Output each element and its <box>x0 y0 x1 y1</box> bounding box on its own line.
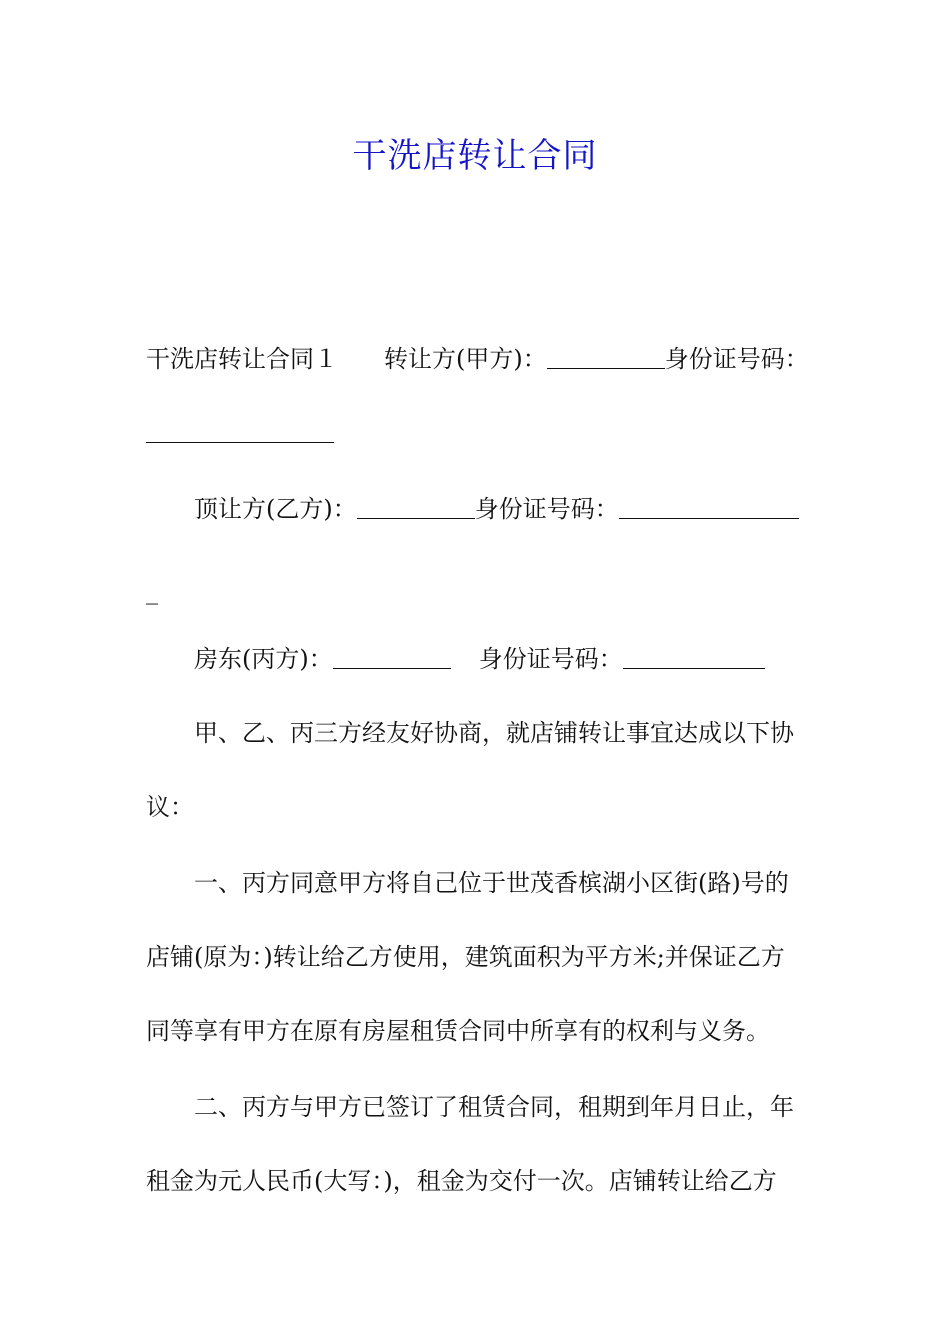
paragraph-line: 二、丙方与甲方已签订了租赁合同，租期到年月日止，年 <box>194 1093 794 1121</box>
party-b-name-blank <box>357 496 475 519</box>
party-c-id-label: 身份证号码： <box>478 645 623 673</box>
paragraph-line: 议： <box>146 793 194 821</box>
party-c-line <box>194 644 765 674</box>
document-title: 干洗店转让合同 <box>352 136 598 176</box>
contract-number: 干洗店转让合同１ <box>146 345 338 373</box>
party-b-line <box>194 494 799 524</box>
party-a-id-label: 身份证号码： <box>664 345 809 373</box>
paragraph-line: 同等享有甲方在原有房屋租赁合同中所享有的权利与义务。 <box>146 1017 770 1045</box>
party-a-id-blank <box>146 420 334 443</box>
trailing-mark: _ <box>146 577 158 605</box>
paragraph-line: 租金为元人民币(大写：)，租金为交付一次。店铺转让给乙方 <box>146 1167 777 1195</box>
party-b-label: 顶让方(乙方)： <box>194 495 357 523</box>
paragraph-line: 一、丙方同意甲方将自己位于世茂香槟湖小区街(路)号的 <box>194 869 789 897</box>
party-b-id-blank <box>619 496 799 519</box>
party-a-name-blank <box>547 346 665 369</box>
paragraph-line: 店铺(原为：)转让给乙方使用，建筑面积为平方米;并保证乙方 <box>146 943 785 971</box>
party-c-name-blank <box>333 646 451 669</box>
party-c-id-blank <box>623 646 765 669</box>
party-a-id-line <box>146 418 334 448</box>
party-a-line <box>146 344 809 374</box>
paragraph-line: 甲、乙、丙三方经友好协商，就店铺转让事宜达成以下协 <box>194 719 794 747</box>
party-c-label: 房东(丙方)： <box>194 645 333 673</box>
trailing-mark-line <box>146 576 158 606</box>
party-b-id-label: 身份证号码： <box>474 495 619 523</box>
party-a-label: 转让方(甲方)： <box>384 345 547 373</box>
